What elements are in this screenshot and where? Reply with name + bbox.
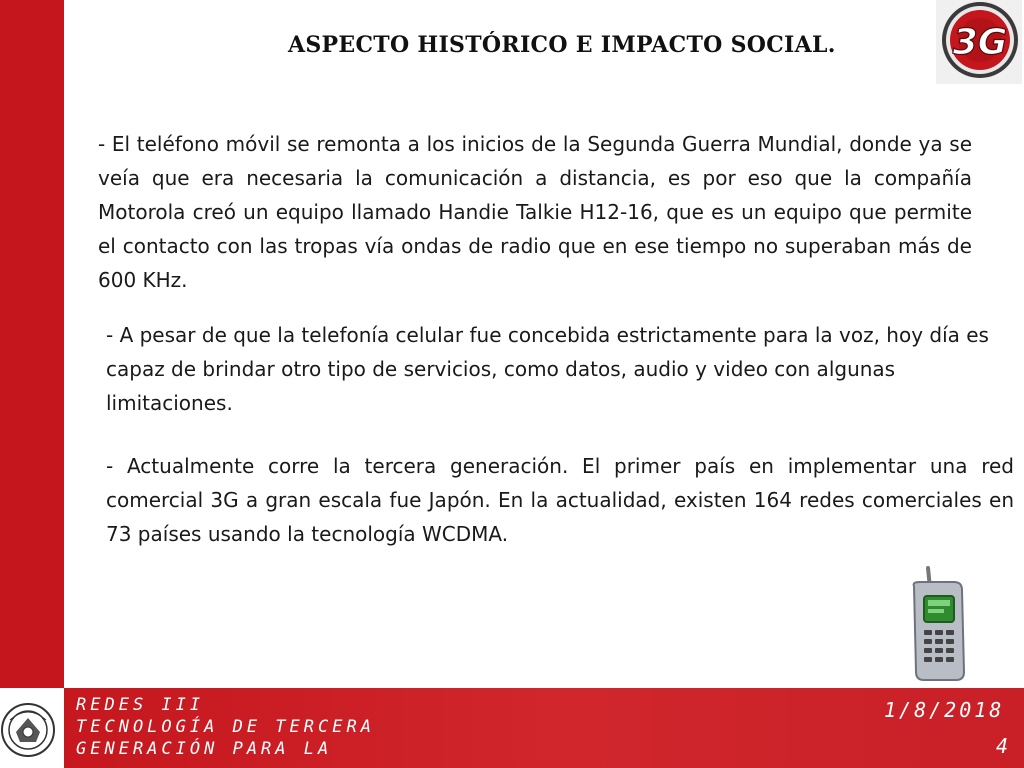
footer-line-3: GENERACIÓN PARA LA (76, 739, 333, 759)
logo-3g-text: 3G (952, 22, 1008, 63)
page-number: 4 (996, 734, 1009, 758)
mobile-phone-icon (902, 564, 974, 684)
footer-line-2: TECNOLOGÍA DE TERCERA (76, 717, 375, 737)
slide-title: ASPECTO HISTÓRICO E IMPACTO SOCIAL. (288, 32, 836, 58)
footer-course-title (76, 694, 436, 768)
left-accent-bar (0, 0, 64, 690)
paragraph-services: - A pesar de que la telefonía celular fue concebida estrictamente para la voz, hoy día es capaz de brindar otro tipo de servicios, como datos, audio y video con algunas limitaciones. (106, 323, 989, 415)
3g-logo-icon (936, 0, 1022, 84)
university-seal-icon (0, 690, 56, 768)
paragraph-3g-current: - Actualmente corre la tercera generación. El primer país en implementar una red comercial 3G a gran escala fue Japón. En la actualidad, existen 164 redes comerciales en 73 países usando la tecnología WCDMA. (106, 454, 1014, 546)
footer-date: 1/8/2018 (884, 698, 1005, 722)
paragraph-history: - El teléfono móvil se remonta a los inicios de la Segunda Guerra Mundial, donde ya se veía que era necesaria la comunicación a distancia, es por eso que la compañía Motorola creó un equipo llamado Handie Talkie H12-16, que es un equipo que permite el contacto con las tropas vía ondas de radio que en ese tiempo no superaban más de 600 KHz. (98, 132, 972, 292)
footer-line-1: REDES III (76, 695, 205, 715)
